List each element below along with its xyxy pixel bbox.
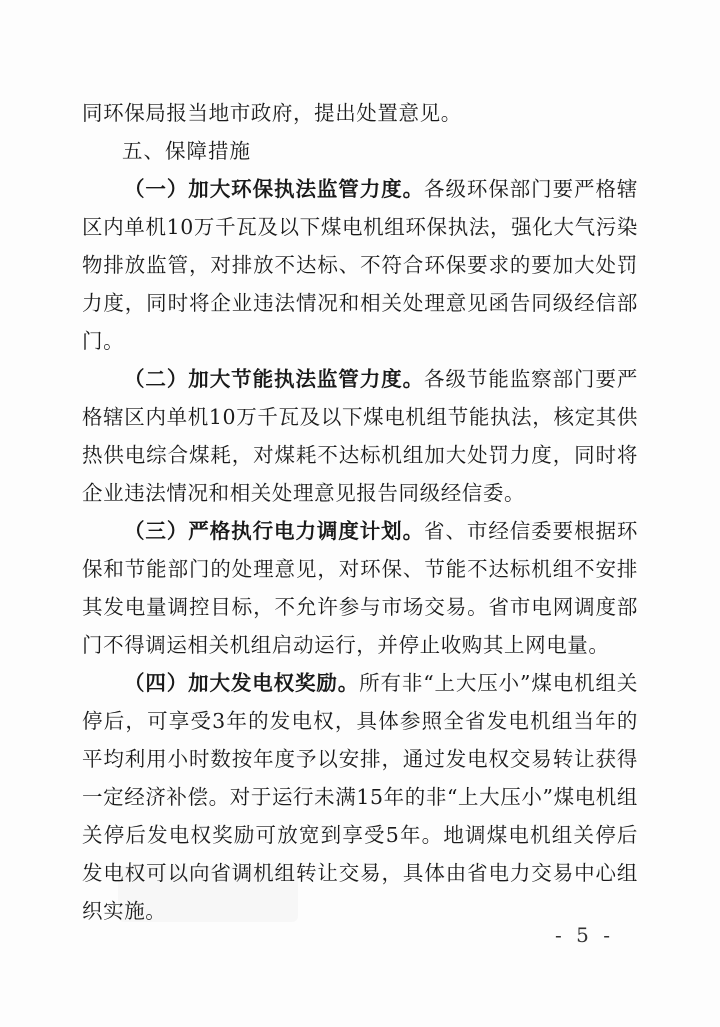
item-body: 所有非“上大压小”煤电机组关停后，可享受3年的发电权，具体参照全省发电机组当年的平均利用小时数按年度予以安排，通过发电权交易转让获得一定经济补偿。对于运行未满15年的非“上大压小”煤电机组关停后发电权奖励可放宽到享受5年。地调煤电机组关停后发电权可以向省调机组转让交易，具体由省电力交易中心组织实施。 (82, 671, 638, 923)
item-body: 各级节能监察部门要严格辖区内单机10万千瓦及以下煤电机组节能执法，核定其供热供电综合煤耗，对煤耗不达标机组加大处罚力度，同时将企业违法情况和相关处理意见报告同级经信委。 (82, 367, 639, 505)
heading-text: 五、保障措施 (122, 139, 251, 163)
item-body: 各级环保部门要严格辖区内单机10万千瓦及以下煤电机组环保执法，强化大气污染物排放监管，对排放不达标、不符合环保要求的要加大处罚力度，同时将企业违法情况和相关处理意见函告同级经信部门。 (82, 177, 639, 353)
document-body (82, 94, 638, 930)
paragraph-continuation (82, 94, 638, 132)
scan-smudge (118, 866, 298, 922)
section-heading (82, 132, 638, 170)
paragraph-item-1 (82, 170, 638, 360)
item-body: 省、市经信委要根据环保和节能部门的处理意见，对环保、节能不达标机组不安排其发电量调控目标，不允许参与市场交易。省市电网调度部门不得调运相关机组启动运行，并停止收购其上网电量。 (82, 519, 639, 657)
page-number: - 5 - (555, 923, 614, 947)
item-lead: （三）严格执行电力调度计划。 (124, 519, 425, 543)
item-lead: （一）加大环保执法监管力度。 (124, 177, 425, 201)
paragraph-text: 同环保局报当地市政府，提出处置意见。 (82, 101, 462, 125)
paragraph-item-3 (82, 512, 638, 664)
item-lead: （四）加大发电权奖励。 (124, 671, 360, 695)
item-lead: （二）加大节能执法监管力度。 (124, 367, 425, 391)
paragraph-item-2 (82, 360, 638, 512)
